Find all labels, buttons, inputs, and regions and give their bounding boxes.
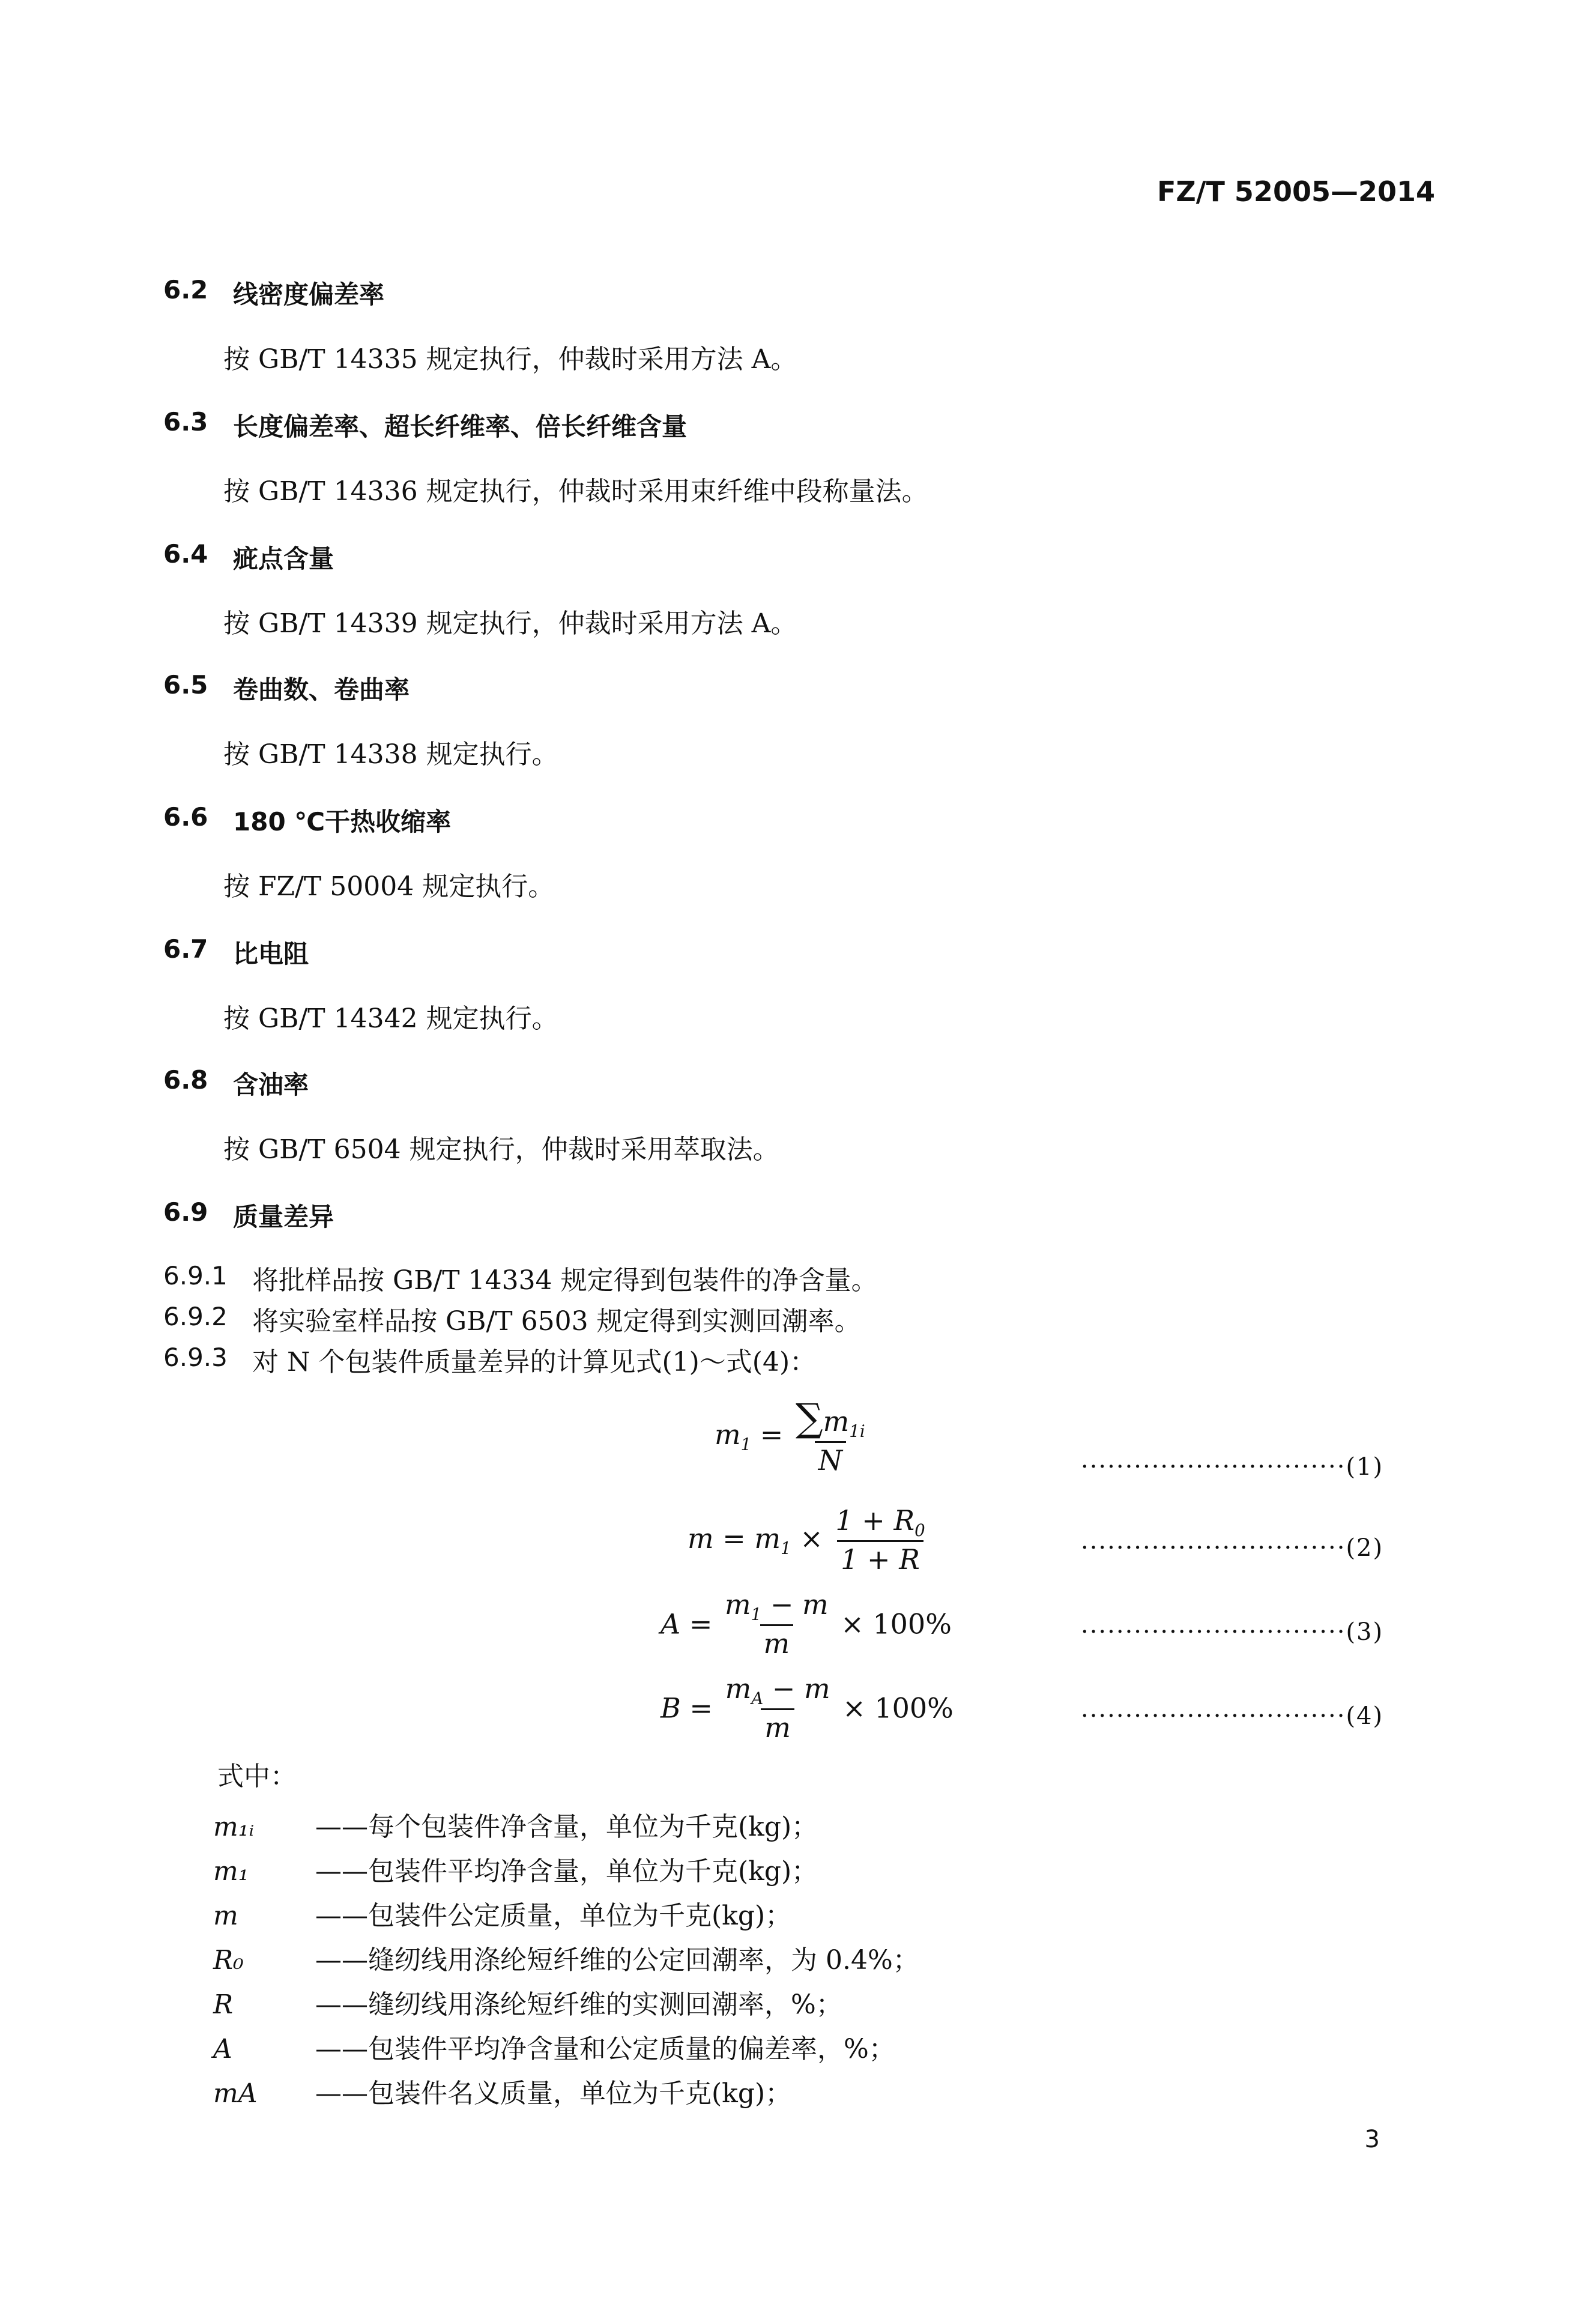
equation-4-number: ······························(4): [1081, 1702, 1384, 1730]
section-6-4-title: 疵点含量: [233, 544, 334, 573]
subsection-6-9-1-number: 6.9.1: [163, 1261, 228, 1290]
definition-r0: R₀ ——缝纫线用涤纶短纤维的公定回潮率，为 0.4%；: [213, 1945, 919, 1976]
equation-2: $m = m_1$ × $\frac{1 + R_0}{1 + R}$: [688, 1504, 925, 1576]
section-6-9-number: 6.9: [163, 1197, 208, 1227]
section-6-2-number: 6.2: [163, 275, 208, 304]
section-6-4-number: 6.4: [163, 539, 208, 569]
section-6-8-number: 6.8: [163, 1065, 208, 1095]
section-6-7-text: 按 GB/T 14342 规定执行。: [223, 1003, 558, 1034]
section-6-9-title: 质量差异: [233, 1202, 334, 1232]
definition-ma: mA ——包装件名义质量，单位为千克(kg)；: [213, 2078, 792, 2109]
equation-2-number: ······························(2): [1081, 1534, 1384, 1562]
section-6-5-number: 6.5: [163, 670, 208, 700]
section-6-2-text: 按 GB/T 14335 规定执行，仲裁时采用方法 A。: [223, 344, 797, 375]
equation-1-number: ······························(1): [1081, 1453, 1384, 1481]
definition-r: R ——缝纫线用涤纶短纤维的实测回潮率，%；: [213, 1989, 842, 2020]
section-6-3-text: 按 GB/T 14336 规定执行，仲裁时采用束纤维中段称量法。: [223, 476, 928, 507]
definition-m1: m₁ ——包装件平均净含量，单位为千克(kg)；: [213, 1856, 818, 1887]
equation-4: B = $\frac{m_A - m}{m}$ × 100%: [660, 1672, 954, 1744]
section-6-4-text: 按 GB/T 14339 规定执行，仲裁时采用方法 A。: [223, 608, 797, 639]
subsection-6-9-2-text: 将实验室样品按 GB/T 6503 规定得到实测回潮率。: [252, 1306, 861, 1337]
section-6-7-number: 6.7: [163, 934, 208, 964]
section-6-6-title: 180 ℃干热收缩率: [233, 807, 452, 836]
subsection-6-9-3-text: 对 N 个包装件质量差异的计算见式(1)～式(4)：: [252, 1347, 817, 1377]
definition-m: m ——包装件公定质量，单位为千克(kg)；: [213, 1900, 792, 1931]
section-6-6-text: 按 FZ/T 50004 规定执行。: [223, 871, 555, 902]
section-6-7-title: 比电阻: [233, 939, 309, 969]
section-6-8-text: 按 GB/T 6504 规定执行，仲裁时采用萃取法。: [223, 1134, 779, 1165]
definition-m1i: m₁ᵢ ——每个包装件净含量，单位为千克(kg)；: [213, 1812, 818, 1842]
section-6-2-title: 线密度偏差率: [233, 280, 385, 309]
section-6-8-title: 含油率: [233, 1070, 309, 1099]
section-6-5-title: 卷曲数、卷曲率: [233, 675, 410, 704]
subsection-6-9-3-number: 6.9.3: [163, 1343, 228, 1372]
definition-a: A ——包装件平均净含量和公定质量的偏差率，%；: [213, 2034, 895, 2064]
section-6-3-number: 6.3: [163, 407, 208, 437]
equation-1: $m_1$ = $\frac{\sum m_{1i}}{N}$: [715, 1396, 865, 1477]
subsection-6-9-1-text: 将批样品按 GB/T 14334 规定得到包装件的净含量。: [252, 1265, 878, 1296]
subsection-6-9-2-number: 6.9.2: [163, 1302, 228, 1331]
standard-number: FZ/T 52005—2014: [1156, 175, 1435, 208]
section-6-6-number: 6.6: [163, 802, 208, 832]
equation-3: A = $\frac{m_1 - m}{m}$ × 100%: [660, 1588, 952, 1660]
section-6-3-title: 长度偏差率、超长纤维率、倍长纤维含量: [233, 412, 688, 441]
page-number: 3: [1364, 2126, 1380, 2153]
where-label: 式中：: [217, 1761, 297, 1792]
section-6-5-text: 按 GB/T 14338 规定执行。: [223, 739, 558, 770]
equation-3-number: ······························(3): [1081, 1618, 1384, 1646]
